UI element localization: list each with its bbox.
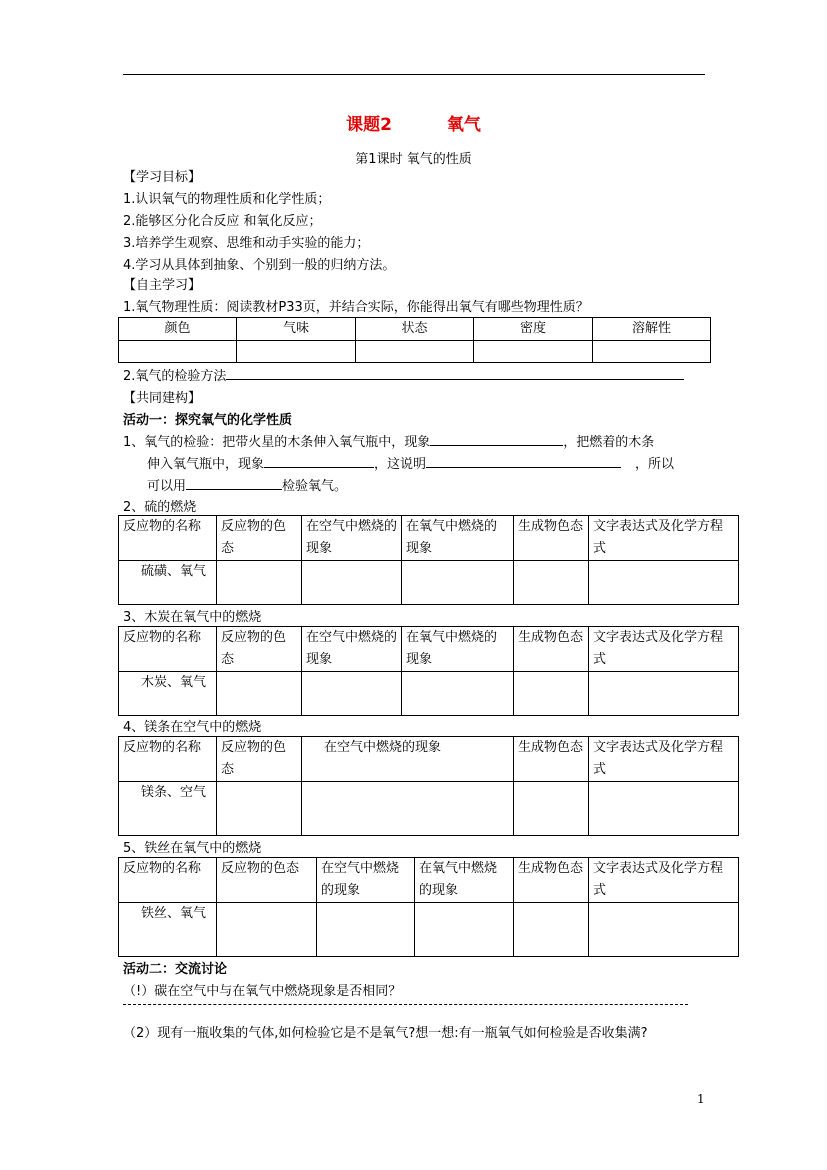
self-study-heading: 【自主学习】: [123, 278, 202, 293]
reactant-cell: 铁丝、氧气: [119, 903, 217, 957]
physical-properties-question: 1.氧气物理性质：阅读教材P33页，并结合实际，你能得出氧气有哪些物理性质？: [123, 300, 589, 315]
section-heading: 5、铁丝在氧气中的燃烧: [123, 841, 262, 856]
goal-item: 4.学习从具体到抽象、个别到一般的归纳方法。: [123, 258, 396, 273]
table-cell[interactable]: [514, 672, 589, 716]
table-header-cell: 密度: [474, 318, 593, 341]
table-header-cell: 反应物的色态: [217, 627, 302, 672]
activity-two-heading: 活动二：交流讨论: [123, 962, 228, 977]
table-header-cell: 生成物色态: [514, 737, 589, 782]
table-header-cell: 文字表达式及化学方程式: [589, 858, 739, 903]
reactant-cell: 镁条、空气: [119, 782, 217, 836]
table-cell[interactable]: [593, 341, 711, 363]
table-cell[interactable]: [119, 341, 237, 363]
table-cell[interactable]: [589, 672, 739, 716]
table-cell[interactable]: [356, 341, 474, 363]
table-header-cell: 反应物的色态: [217, 516, 302, 561]
table-header-cell: 在空气中燃烧的现象: [302, 516, 402, 561]
table-cell[interactable]: [302, 561, 402, 605]
answer-blank[interactable]: [426, 453, 621, 468]
table-header-cell: 在氧气中燃烧的现象: [402, 627, 514, 672]
table-header-cell: 在空气中燃烧的现象: [302, 737, 514, 782]
table-cell[interactable]: [317, 903, 415, 957]
table-header-cell: 反应物的名称: [119, 858, 217, 903]
table-header-cell: 状态: [356, 318, 474, 341]
oxygen-test-method: 2.氧气的检验方法: [123, 365, 684, 384]
lesson-title: 课题2 氧气: [346, 115, 481, 135]
section-heading: 3、木炭在氧气中的燃烧: [123, 610, 262, 625]
iron-wire-table: [118, 857, 739, 957]
table-header-cell: 溶解性: [593, 318, 711, 341]
table-cell[interactable]: [217, 782, 302, 836]
answer-blank[interactable]: [186, 475, 282, 490]
table-header-cell: 气味: [237, 318, 356, 341]
table-header-cell: 反应物的色态: [217, 737, 302, 782]
answer-blank[interactable]: [226, 365, 684, 380]
build-heading: 【共同建构】: [123, 391, 202, 406]
table-cell[interactable]: [217, 672, 302, 716]
table-header-cell: 反应物的名称: [119, 516, 217, 561]
table-header-cell: 反应物的名称: [119, 737, 217, 782]
reactant-cell: 硫磺、氧气: [119, 561, 217, 605]
answer-line[interactable]: [123, 1004, 688, 1005]
table-header-cell: 颜色: [119, 318, 237, 341]
table-cell[interactable]: [415, 903, 514, 957]
lesson-subtitle: 第1课时 氧气的性质: [355, 152, 472, 167]
table-cell[interactable]: [589, 782, 739, 836]
table-header-cell: 在空气中燃烧的现象: [317, 858, 415, 903]
sulfur-table: [118, 515, 739, 605]
goal-item: 3.培养学生观察、思维和动手实验的能力；: [123, 236, 370, 251]
goals-heading: 【学习目标】: [123, 170, 202, 185]
table-cell[interactable]: [589, 561, 739, 605]
table-header-cell: 在氧气中燃烧的现象: [415, 858, 514, 903]
table-header-cell: 在空气中燃烧的现象: [302, 627, 402, 672]
discussion-question-2: （2）现有一瓶收集的气体,如何检验它是不是氧气?想一想:有一瓶氧气如何检验是否收集满?: [123, 1026, 648, 1041]
table-header-cell: 文字表达式及化学方程式: [589, 516, 739, 561]
goal-item: 1.认识氧气的物理性质和化学性质；: [123, 192, 331, 207]
physical-properties-table: [118, 317, 711, 363]
magnesium-table: [118, 736, 739, 836]
table-header-cell: 反应物的色态: [217, 858, 317, 903]
table-cell[interactable]: [514, 782, 589, 836]
table-cell[interactable]: [514, 561, 589, 605]
answer-blank[interactable]: [264, 453, 374, 468]
section-heading: 2、硫的燃烧: [123, 500, 197, 515]
discussion-question-1: （!）碳在空气中与在氧气中燃烧现象是否相同？: [123, 984, 402, 999]
table-header-cell: 生成物色态: [514, 516, 589, 561]
table-cell[interactable]: [217, 903, 317, 957]
reactant-cell: 木炭、氧气: [119, 672, 217, 716]
activity-one-heading: 活动一：探究氧气的化学性质: [123, 413, 293, 428]
table-header-cell: 文字表达式及化学方程式: [589, 627, 739, 672]
table-header-cell: 在氧气中燃烧的现象: [402, 516, 514, 561]
section-heading: 4、镁条在空气中的燃烧: [123, 720, 262, 735]
table-cell[interactable]: [402, 561, 514, 605]
table-cell[interactable]: [302, 672, 402, 716]
oxygen-test-paragraph-line2: 伸入氧气瓶中，现象 ，这说明 ，所以: [147, 453, 674, 472]
table-cell[interactable]: [402, 672, 514, 716]
goal-item: 2.能够区分化合反应 和氧化反应；: [123, 214, 322, 229]
table-header-cell: 生成物色态: [514, 858, 589, 903]
table-cell[interactable]: [474, 341, 593, 363]
table-cell[interactable]: [237, 341, 356, 363]
oxygen-test-paragraph: 1、氧气的检验：把带火星的木条伸入氧气瓶中，现象 ，把燃着的木条: [123, 431, 654, 450]
table-cell[interactable]: [302, 782, 514, 836]
table-header-cell: 反应物的名称: [119, 627, 217, 672]
page-number: 1: [697, 1092, 705, 1106]
table-header-cell: 生成物色态: [514, 627, 589, 672]
table-cell[interactable]: [217, 561, 302, 605]
charcoal-table: [118, 626, 739, 716]
oxygen-test-paragraph-line3: 可以用 检验氧气。: [147, 475, 347, 494]
table-cell[interactable]: [514, 903, 589, 957]
header-rule: [123, 74, 705, 75]
table-header-cell: 文字表达式及化学方程式: [589, 737, 739, 782]
table-cell[interactable]: [589, 903, 739, 957]
answer-blank[interactable]: [430, 431, 563, 446]
